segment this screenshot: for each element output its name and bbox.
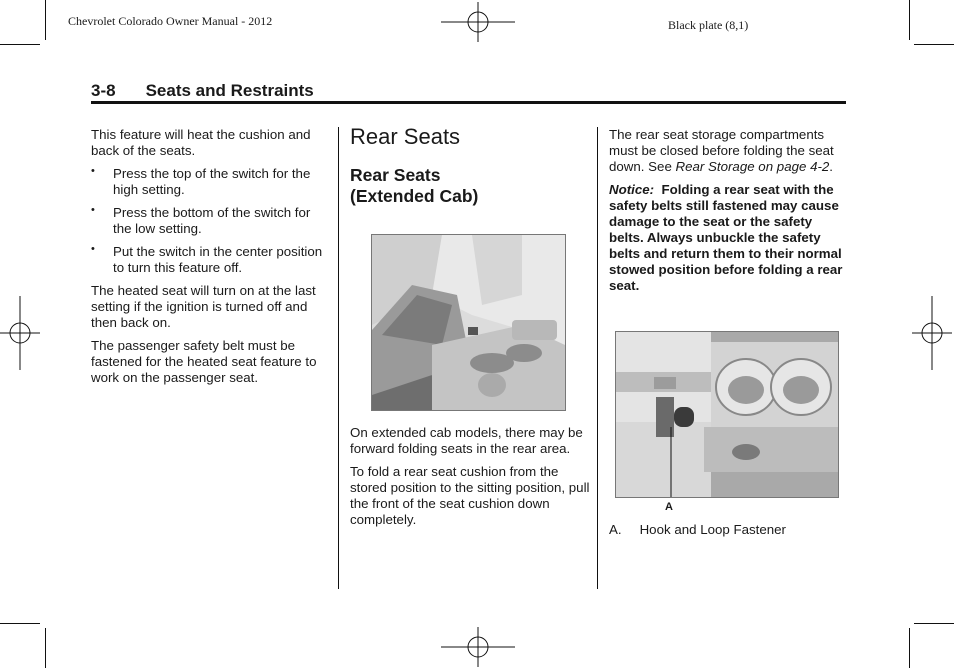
notice-label: Notice: <box>609 182 655 197</box>
subsection-heading: Rear Seats (Extended Cab) <box>350 165 479 206</box>
page-number: 3-8 <box>91 81 116 100</box>
paragraph: The passenger safety belt must be fastened for the heated seat feature to work on the passenger seat. <box>91 338 317 385</box>
registration-mark-icon <box>441 2 515 42</box>
crop-mark <box>909 0 910 40</box>
caption-letter: A. <box>609 522 622 537</box>
paragraph: To fold a rear seat cushion from the stored position to the sitting position, pull the front of the seat cushion down completely. <box>350 464 590 527</box>
column-1 <box>91 127 327 393</box>
plate-label: Black plate (8,1) <box>668 18 749 32</box>
storage-compartment-photo <box>615 331 839 498</box>
paragraph: The rear seat storage compartments must be closed before folding the seat down. See Rear Storage on page 4-2. <box>609 127 834 174</box>
registration-mark-icon <box>912 296 952 370</box>
caption-text: Hook and Loop Fastener <box>639 522 786 537</box>
intro-paragraph: This feature will heat the cushion and back of the seats. <box>91 127 311 158</box>
bullet-icon: • <box>91 204 95 216</box>
paragraph: The heated seat will turn on at the last setting if the ignition is turned off and then back on. <box>91 283 316 330</box>
column-divider <box>338 127 339 589</box>
manual-title: Chevrolet Colorado Owner Manual - 2012 <box>68 14 273 28</box>
registration-mark-icon <box>441 627 515 667</box>
list-item: • Press the top of the switch for the high setting. <box>91 165 311 197</box>
crop-mark <box>45 0 46 40</box>
rear-seat-photo <box>371 234 566 411</box>
list-item: • Put the switch in the center position to turn this feature off. <box>91 243 323 275</box>
cross-reference-link[interactable]: Rear Storage on page 4-2 <box>675 159 830 174</box>
column-3 <box>609 127 849 301</box>
section-heading <box>91 81 314 101</box>
crop-mark <box>909 628 910 668</box>
figure-callout-label: A <box>665 501 673 513</box>
crop-mark <box>0 44 40 45</box>
settings-list <box>91 166 327 276</box>
chapter-heading: Rear Seats <box>350 124 461 149</box>
column-divider <box>597 127 598 589</box>
section-title: Seats and Restraints <box>145 81 314 100</box>
section-divider <box>91 101 846 104</box>
crop-mark <box>45 628 46 668</box>
bullet-icon: • <box>91 165 95 177</box>
bullet-icon: • <box>91 243 95 255</box>
crop-mark <box>0 623 40 624</box>
crop-mark <box>914 44 954 45</box>
notice-paragraph: Notice: Folding a rear seat with the safety belts still fastened may cause damage to the seat or the safety belts. Always unbuckle the safety belts and return them to their normal stowed position before folding a rear seat. <box>609 182 843 293</box>
column-2-body <box>350 425 590 535</box>
crop-mark <box>914 623 954 624</box>
paragraph: On extended cab models, there may be forward folding seats in the rear area. <box>350 425 583 456</box>
figure-caption <box>609 522 786 537</box>
registration-mark-icon <box>0 296 40 370</box>
list-item: • Press the bottom of the switch for the low setting. <box>91 204 311 236</box>
